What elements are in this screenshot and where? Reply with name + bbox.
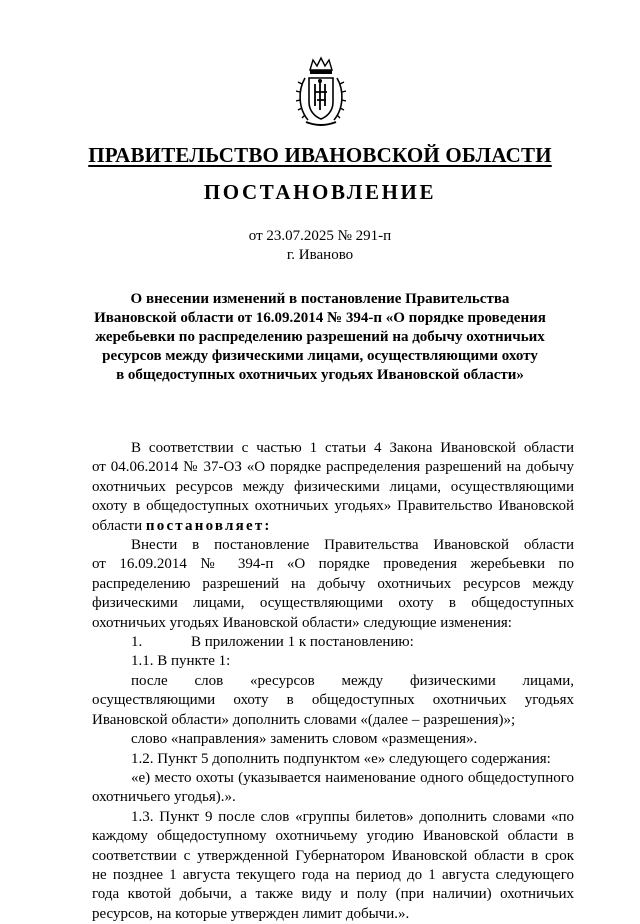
item-1-1-line: осуществляющими охоту в общедоступных охотничьих угодьях — [92, 692, 574, 709]
subject-line: ресурсов между физическими лицами, осуществляющими охоту — [102, 348, 538, 364]
decree-word: постановляет: — [145, 517, 272, 534]
item-1-1: 1.1. В пункте 1: — [131, 653, 231, 670]
document-body — [92, 439, 574, 924]
city: г. Иваново — [286, 247, 354, 263]
subject-line: О внесении изменений в постановление Правительства — [130, 291, 510, 307]
preamble-line: охотничьих ресурсов между физическими лицами, осуществляющими — [92, 478, 574, 495]
subject-line: Ивановской области от 16.09.2014 № 394-п «О порядке проведения — [94, 310, 546, 326]
item-1-1-line: Ивановской области» дополнить словами «(далее – разрешения)»; — [92, 711, 516, 728]
item-1-3-line: ресурсов, на которые утвержден лимит добычи.». — [92, 905, 410, 922]
date-and-number: от 23.07.2025 № 291-п — [248, 228, 392, 244]
intro-line: Внести в постановление Правительства Ивановской области — [131, 537, 574, 554]
item-1-text: В приложении 1 к постановлению: — [191, 634, 414, 651]
preamble-end — [92, 517, 574, 536]
intro-line: охотничьих угодьях Ивановской области» следующие изменения: — [92, 614, 512, 631]
item-1-2-line: охотничьего угодья).». — [92, 789, 236, 806]
coat-of-arms-icon — [296, 56, 346, 130]
preamble-line: В соответствии с частью 1 статьи 4 Закона Ивановской области — [131, 440, 574, 456]
item-1-number: 1. — [131, 634, 143, 651]
item-1 — [92, 633, 574, 652]
item-1-3-line: соответствии с утвержденной Губернатором Ивановской области в срок — [92, 847, 574, 864]
item-1-2-line: «е) место охоты (указывается наименование одного общедоступного — [131, 769, 574, 786]
item-1-3-line: года квотой добычи, а также виду и полу (при наличии) охотничьих — [92, 886, 574, 903]
document-type-title: ПОСТАНОВЛЕНИЕ — [203, 180, 437, 204]
subject-line: в общедоступных охотничьих угодьях Ивановской области» — [116, 367, 524, 383]
item-1-1-line: после слов «ресурсов между физическими лицами, — [131, 672, 574, 689]
item-1-3-line: не позднее 1 августа текущего года на период до 1 августа следующего — [92, 866, 574, 883]
subject-line: жеребьевки по распределению разрешений на добычу охотничьих — [95, 329, 545, 345]
item-1-3-line: 1.3. Пункт 9 после слов «группы билетов» дополнить словами «по — [131, 808, 574, 825]
document-subject — [60, 290, 580, 385]
item-1-2: 1.2. Пункт 5 дополнить подпунктом «е» следующего содержания: — [131, 750, 551, 767]
intro-line: распределению разрешений на добычу охотничьих ресурсов между — [92, 575, 574, 592]
preamble-end-word: области — [92, 517, 143, 534]
government-title: ПРАВИТЕЛЬСТВО ИВАНОВСКОЙ ОБЛАСТИ — [88, 143, 552, 167]
preamble-line: охоту в общедоступных охотничьих угодьях» Правительство Ивановской — [92, 498, 574, 515]
intro-line: физическими лицами, осуществляющими охоту в общедоступных — [92, 595, 574, 612]
intro-line: от 16.09.2014 № 394-п «О порядке проведения жеребьевки по — [92, 556, 574, 573]
item-1-1-word: слово «направления» заменить словом «размещения». — [131, 731, 478, 748]
item-1-3-line: каждому общедоступному охотничьему угодию Ивановской области в — [92, 828, 574, 845]
preamble-line: от 04.06.2014 № 37-ОЗ «О порядке распределения разрешений на добычу — [92, 459, 574, 476]
